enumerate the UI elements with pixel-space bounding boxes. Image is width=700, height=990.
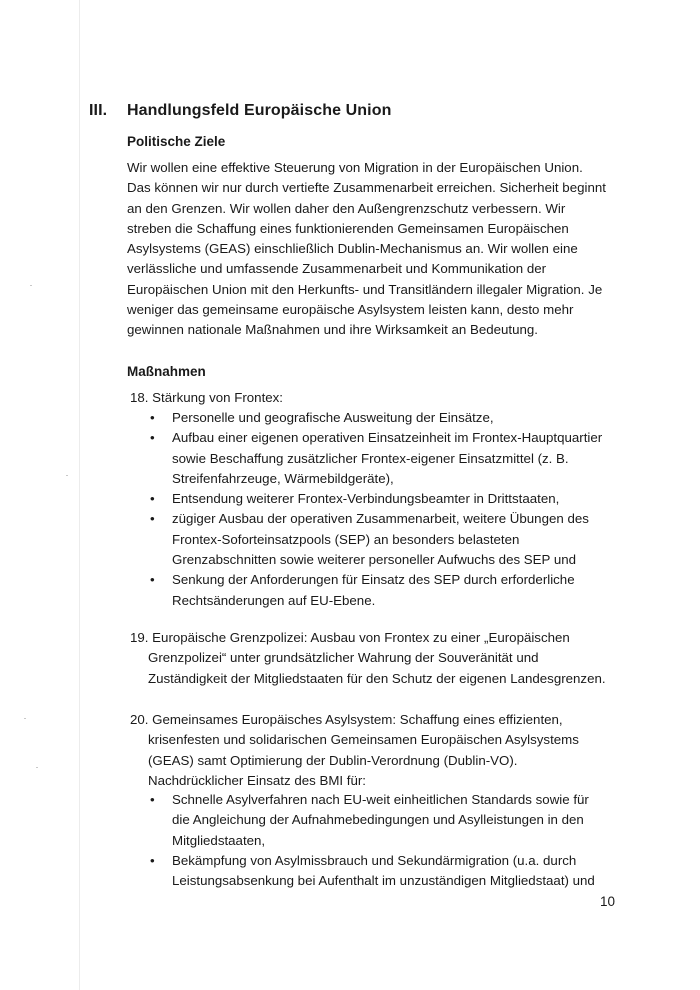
goals-heading: Politische Ziele	[127, 134, 226, 149]
goals-line: Asylsystems (GEAS) einschließlich Dublin-Mechanismus an. Wir wollen eine	[127, 241, 578, 257]
bullet-item	[150, 428, 620, 489]
goals-line: streben die Schaffung eines funktionierenden Gemeinsamen Europäischen	[127, 220, 569, 236]
goals-line: Wir wollen eine effektive Steuerung von Migration in der Europäischen Union.	[127, 160, 583, 175]
goals-line: an den Grenzen. Wir wollen daher den Außengrenzschutz verbessern. Wir	[127, 200, 566, 216]
goals-line: verlässliche und umfassende Zusammenarbeit und Kommunikation der	[127, 261, 547, 277]
scan-margin-line	[79, 0, 80, 990]
measures-heading: Maßnahmen	[127, 364, 206, 379]
goals-line: Das können wir nur durch vertiefte Zusammenarbeit erreichen. Sicherheit beginnt	[127, 180, 606, 196]
scan-speck	[24, 718, 26, 719]
scan-speck	[36, 767, 38, 768]
measure-20-bullets	[150, 790, 620, 891]
bullet-line: • Bekämpfung von Asylmissbrauch und Sekundärmigration (u.a. durch	[172, 852, 577, 868]
bullet-line: Leistungsabsenkung bei Aufenthalt im unzuständigen Mitgliedstaat) und	[172, 873, 595, 889]
measure-20-line: 20. Gemeinsames Europäisches Asylsystem: Schaffung eines effizienten,	[130, 712, 563, 727]
measure-19	[130, 628, 620, 689]
bullet-line: • zügiger Ausbau der operativen Zusammenarbeit, weitere Übungen des	[172, 511, 589, 527]
measure-18-bullets	[150, 408, 620, 611]
page-number: 10	[600, 894, 616, 909]
bullet-line: die Angleichung der Aufnahmebedingungen und Asylleistungen in den	[172, 812, 584, 828]
bullet-line: sowie Beschaffung zusätzlicher Frontex-eigener Einsatzmittel (z. B.	[172, 450, 569, 466]
bullet-item	[150, 790, 620, 851]
measure-19-line: Zuständigkeit der Mitgliedstaaten für den Schutz der eigenen Landesgrenzen.	[148, 670, 606, 686]
bullet-line: Rechtsänderungen auf EU-Ebene.	[172, 592, 376, 608]
bullet-line: • Personelle und geografische Ausweitung der Einsätze,	[172, 410, 494, 425]
bullet-item	[150, 489, 620, 509]
bullet-line: Mitgliedstaaten,	[172, 832, 266, 848]
bullet-line: • Entsendung weiterer Frontex-Verbindungsbeamter in Drittstaaten,	[172, 491, 560, 507]
goals-line: weniger das gemeinsame europäische Asylsystem leisten kann, desto mehr	[127, 302, 574, 318]
scan-speck	[66, 475, 68, 476]
measure-20-line: krisenfesten und solidarischen Gemeinsamen Europäischen Asylsystems	[148, 732, 579, 748]
bullet-line: • Aufbau einer eigenen operativen Einsatzeinheit im Frontex-Hauptquartier	[172, 430, 603, 446]
bullet-line: Grenzabschnitten sowie weiterer personeller Aufwuchs des SEP und	[172, 552, 577, 568]
bullet-line: Streifenfahrzeuge, Wärmebildgeräte),	[172, 470, 394, 486]
goals-line: gewinnen nationale Maßnahmen und ihre Wirksamkeit an Bedeutung.	[127, 322, 538, 338]
measure-18-lead	[130, 388, 620, 408]
bullet-item	[150, 570, 620, 611]
bullet-line: Frontex-Soforteinsatzpools (SEP) an besonders belasteten	[172, 531, 520, 547]
bullet-line: • Senkung der Anforderungen für Einsatz des SEP durch erforderliche	[172, 572, 575, 588]
measure-18-text: 18. Stärkung von Frontex:	[130, 390, 283, 405]
bullet-item	[150, 851, 620, 892]
measure-19-line: Grenzpolizei“ unter grundsätzlicher Wahrung der Souveränität und	[148, 650, 539, 666]
measure-20	[130, 710, 620, 791]
bullet-line: • Schnelle Asylverfahren nach EU-weit einheitlichen Standards sowie für	[172, 792, 589, 807]
goals-line: Europäischen Union mit den Herkunfts- und Transitländern illegaler Migration. Je	[127, 281, 603, 297]
goals-paragraph	[127, 158, 627, 341]
measure-19-line: 19. Europäische Grenzpolizei: Ausbau von Frontex zu einer „Europäischen	[130, 630, 570, 645]
section-heading	[89, 102, 391, 120]
measure-20-line: (GEAS) samt Optimierung der Dublin-Verordnung (Dublin-VO).	[148, 752, 518, 768]
section-number: III.	[89, 102, 108, 119]
bullet-item	[150, 509, 620, 570]
measure-20-line: Nachdrücklicher Einsatz des BMI für:	[148, 772, 367, 788]
scan-speck	[30, 285, 32, 286]
section-title: Handlungsfeld Europäische Union	[127, 102, 392, 119]
bullet-item	[150, 408, 620, 428]
